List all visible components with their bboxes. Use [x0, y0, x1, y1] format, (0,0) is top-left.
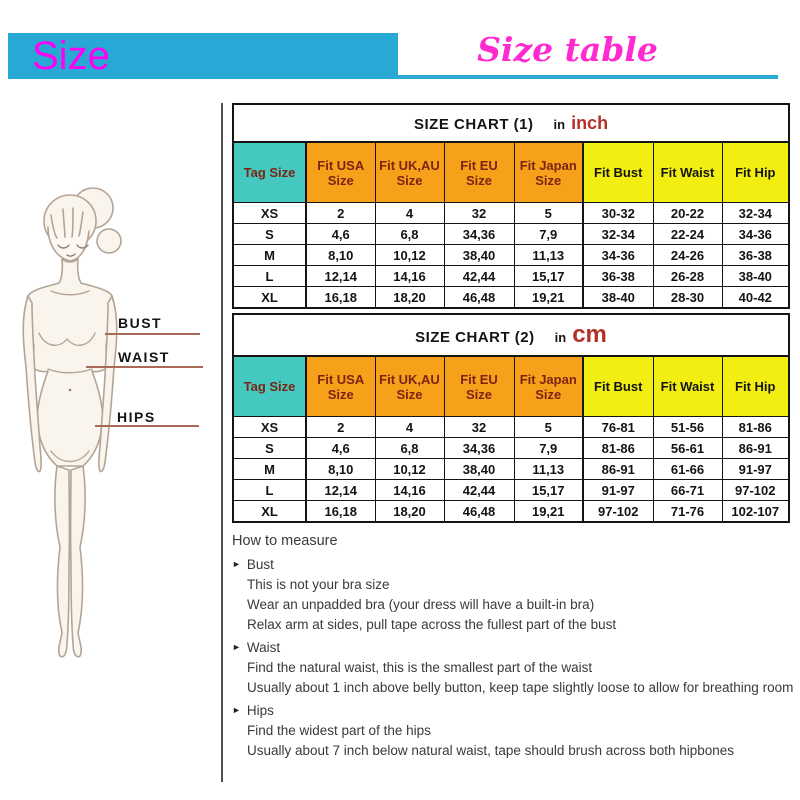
column-header-fit-uk-au-size: Fit UK,AU Size [375, 142, 444, 203]
tag-size-cell: S [233, 438, 306, 459]
waist-pointer-line [86, 366, 203, 368]
size-value-cell: 32 [444, 417, 514, 438]
column-header-fit-uk-au-size: Fit UK,AU Size [375, 356, 444, 417]
column-header-fit-waist: Fit Waist [653, 356, 722, 417]
column-header-fit-usa-size: Fit USA Size [306, 356, 375, 417]
size-value-cell: 10,12 [375, 245, 444, 266]
size-value-cell: 11,13 [514, 459, 583, 480]
instruction-line: Usually about 7 inch below natural waist, tape should brush across both hipbones [247, 743, 735, 758]
column-header-fit-hip: Fit Hip [722, 142, 789, 203]
hips-label: HIPS [117, 409, 156, 425]
hips-pointer-line [95, 425, 199, 427]
column-header-fit-japan-size: Fit Japan Size [514, 142, 583, 203]
size-value-cell: 7,9 [514, 224, 583, 245]
table-title: SIZE CHART (1) [414, 115, 534, 133]
column-header-fit-bust: Fit Bust [583, 356, 653, 417]
tag-size-cell: L [233, 266, 306, 287]
table-header-row [233, 356, 789, 417]
unit-label: cm [572, 321, 607, 348]
tag-size-cell: S [233, 224, 306, 245]
size-value-cell: 38-40 [583, 287, 653, 309]
column-header-fit-bust: Fit Bust [583, 142, 653, 203]
size-value-cell: 28-30 [653, 287, 722, 309]
instruction-line: This is not your bra size [247, 577, 390, 592]
tag-size-cell: M [233, 459, 306, 480]
bust-pointer-line [105, 333, 200, 335]
size-value-cell: 4,6 [306, 224, 375, 245]
measure-section-bust [232, 555, 798, 635]
size-value-cell: 24-26 [653, 245, 722, 266]
column-header-tag-size: Tag Size [233, 356, 306, 417]
size-value-cell: 40-42 [722, 287, 789, 309]
size-value-cell: 5 [514, 417, 583, 438]
size-value-cell: 46,48 [444, 287, 514, 309]
size-value-cell: 18,20 [375, 501, 444, 523]
size-value-cell: 34-36 [722, 224, 789, 245]
size-row [233, 438, 789, 459]
size-value-cell: 46,48 [444, 501, 514, 523]
table-header-row [233, 142, 789, 203]
size-value-cell: 97-102 [583, 501, 653, 523]
table-title: SIZE CHART (2) [415, 329, 535, 346]
tag-size-cell: XL [233, 287, 306, 309]
table-title-row [233, 314, 789, 356]
size-value-cell: 15,17 [514, 266, 583, 287]
size-value-cell: 86-91 [583, 459, 653, 480]
column-header-tag-size: Tag Size [233, 142, 306, 203]
size-row [233, 266, 789, 287]
size-value-cell: 5 [514, 203, 583, 224]
size-chart-table-cm [232, 313, 790, 523]
header-rule [398, 75, 778, 79]
size-value-cell: 12,14 [306, 266, 375, 287]
measure-section-hips [232, 701, 798, 761]
instruction-line: Wear an unpadded bra (your dress will have a built-in bra) [247, 597, 595, 612]
size-row [233, 224, 789, 245]
size-value-cell: 71-76 [653, 501, 722, 523]
instruction-line: Usually about 1 inch above belly button, keep tape slightly loose to allow for breathing room [247, 680, 794, 695]
instruction-line: Relax arm at sides, pull tape across the fullest part of the bust [247, 617, 617, 632]
size-value-cell: 16,18 [306, 501, 375, 523]
column-header-fit-usa-size: Fit USA Size [306, 142, 375, 203]
left-leg [55, 466, 70, 657]
size-row [233, 459, 789, 480]
size-value-cell: 32-34 [722, 203, 789, 224]
bullet-triangle-icon: ► [232, 705, 241, 715]
size-table-title: Size table [477, 30, 658, 69]
column-header-fit-hip: Fit Hip [722, 356, 789, 417]
size-value-cell: 36-38 [583, 266, 653, 287]
size-value-cell: 6,8 [375, 224, 444, 245]
size-value-cell: 10,12 [375, 459, 444, 480]
tag-size-cell: L [233, 480, 306, 501]
size-value-cell: 32-34 [583, 224, 653, 245]
size-value-cell: 42,44 [444, 480, 514, 501]
section-heading: Waist [246, 640, 281, 655]
size-value-cell: 22-24 [653, 224, 722, 245]
size-value-cell: 14,16 [375, 480, 444, 501]
size-value-cell: 102-107 [722, 501, 789, 523]
unit-label: inch [571, 112, 609, 133]
size-value-cell: 91-97 [583, 480, 653, 501]
size-value-cell: 91-97 [722, 459, 789, 480]
size-row [233, 203, 789, 224]
instruction-line: Find the widest part of the hips [247, 723, 431, 738]
tag-size-cell: XS [233, 203, 306, 224]
size-value-cell: 2 [306, 417, 375, 438]
size-value-cell: 81-86 [583, 438, 653, 459]
bust-label: BUST [118, 315, 163, 331]
size-value-cell: 97-102 [722, 480, 789, 501]
size-value-cell: 7,9 [514, 438, 583, 459]
right-leg [71, 466, 86, 657]
size-value-cell: 34-36 [583, 245, 653, 266]
size-row [233, 480, 789, 501]
size-value-cell: 4,6 [306, 438, 375, 459]
size-value-cell: 86-91 [722, 438, 789, 459]
how-to-measure-section [232, 531, 798, 761]
column-header-fit-eu-size: Fit EU Size [444, 356, 514, 417]
size-value-cell: 30-32 [583, 203, 653, 224]
size-value-cell: 51-56 [653, 417, 722, 438]
size-value-cell: 76-81 [583, 417, 653, 438]
size-value-cell: 6,8 [375, 438, 444, 459]
column-header-fit-eu-size: Fit EU Size [444, 142, 514, 203]
size-value-cell: 18,20 [375, 287, 444, 309]
instruction-line: Find the natural waist, this is the smallest part of the waist [247, 660, 593, 675]
size-banner [8, 33, 398, 79]
tag-size-cell: XL [233, 501, 306, 523]
size-value-cell: 34,36 [444, 438, 514, 459]
size-row [233, 501, 789, 523]
column-header-fit-japan-size: Fit Japan Size [514, 356, 583, 417]
bullet-triangle-icon: ► [232, 559, 241, 569]
table-title-row [233, 104, 789, 142]
size-row [233, 245, 789, 266]
size-value-cell: 32 [444, 203, 514, 224]
size-value-cell: 81-86 [722, 417, 789, 438]
size-value-cell: 16,18 [306, 287, 375, 309]
section-heading: Bust [246, 557, 274, 572]
size-value-cell: 8,10 [306, 245, 375, 266]
measure-section-waist [232, 638, 798, 698]
how-to-measure-title: How to measure [232, 533, 338, 549]
size-value-cell: 61-66 [653, 459, 722, 480]
size-value-cell: 66-71 [653, 480, 722, 501]
size-value-cell: 15,17 [514, 480, 583, 501]
tag-size-cell: XS [233, 417, 306, 438]
size-value-cell: 38,40 [444, 459, 514, 480]
size-value-cell: 36-38 [722, 245, 789, 266]
column-header-fit-waist: Fit Waist [653, 142, 722, 203]
size-row [233, 417, 789, 438]
tag-size-cell: M [233, 245, 306, 266]
size-value-cell: 19,21 [514, 287, 583, 309]
vertical-divider [221, 103, 223, 782]
size-value-cell: 12,14 [306, 480, 375, 501]
size-banner-label: Size [32, 34, 110, 78]
size-row [233, 287, 789, 309]
size-value-cell: 14,16 [375, 266, 444, 287]
size-value-cell: 2 [306, 203, 375, 224]
size-value-cell: 34,36 [444, 224, 514, 245]
size-value-cell: 11,13 [514, 245, 583, 266]
size-value-cell: 38,40 [444, 245, 514, 266]
size-value-cell: 4 [375, 417, 444, 438]
section-heading: Hips [246, 703, 274, 718]
size-value-cell: 19,21 [514, 501, 583, 523]
size-value-cell: 20-22 [653, 203, 722, 224]
size-value-cell: 56-61 [653, 438, 722, 459]
bullet-triangle-icon: ► [232, 642, 241, 652]
navel [69, 389, 72, 392]
waist-label: WAIST [118, 349, 170, 365]
hair-bun-side [97, 229, 121, 253]
size-value-cell: 38-40 [722, 266, 789, 287]
size-value-cell: 4 [375, 203, 444, 224]
size-value-cell: 42,44 [444, 266, 514, 287]
size-value-cell: 8,10 [306, 459, 375, 480]
size-chart-table-inch [232, 103, 790, 309]
unit-prefix: in [554, 330, 567, 345]
size-value-cell: 26-28 [653, 266, 722, 287]
unit-prefix: in [553, 116, 566, 132]
